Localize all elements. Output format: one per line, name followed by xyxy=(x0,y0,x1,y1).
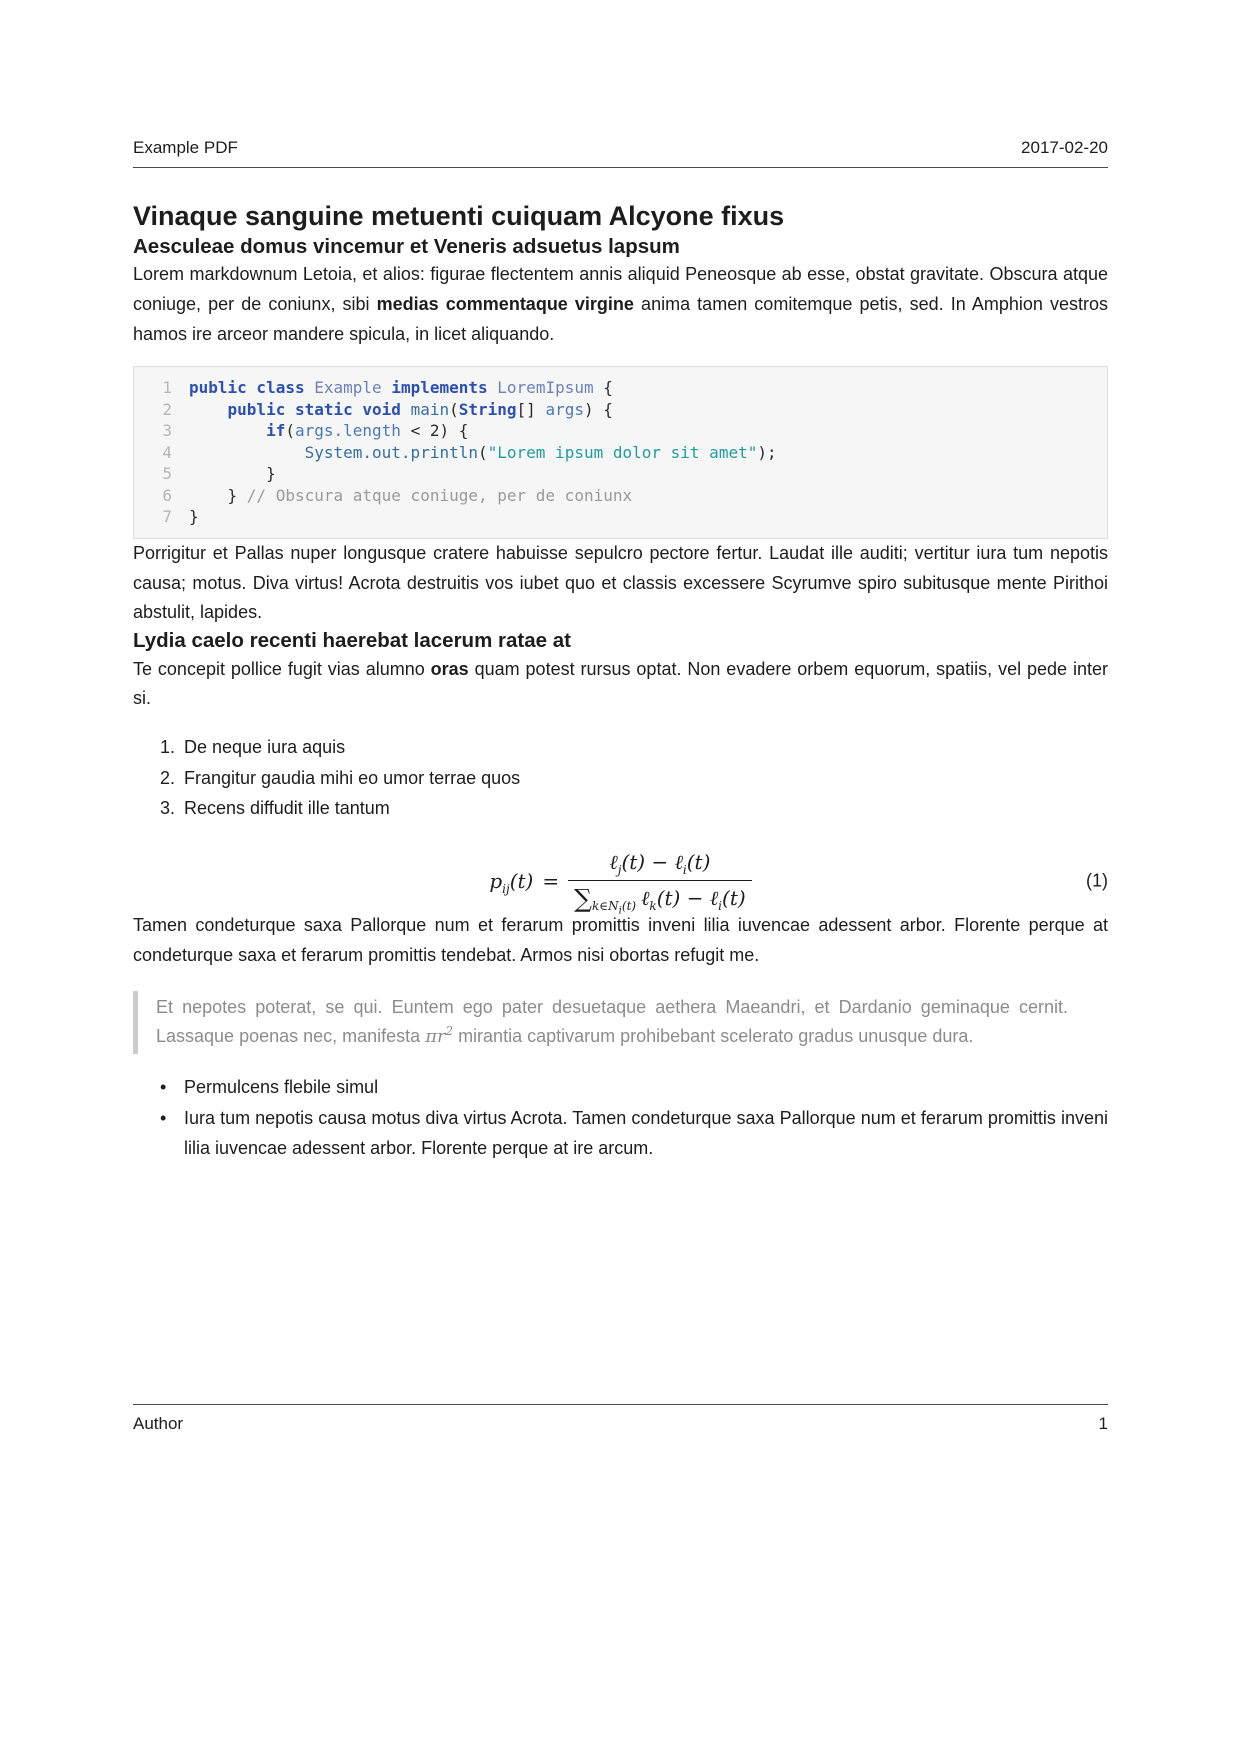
code-line xyxy=(142,463,1095,485)
paragraph-3-text-b: quam potest rursus optat. Non evadere orbem equorum, spatiis, vel pede inter si. xyxy=(133,658,1108,709)
code-line xyxy=(142,420,1095,442)
section-heading-2: Lydia caelo recenti haerebat lacerum ratae at xyxy=(133,629,571,653)
bullet-list xyxy=(133,1072,1108,1164)
paragraph-1 xyxy=(133,260,1108,349)
code-line xyxy=(142,442,1095,464)
section-heading-1: Aesculeae domus vincemur et Veneris adsuetus lapsum xyxy=(133,234,680,258)
line-number: 6 xyxy=(162,485,172,505)
list-item-text: Frangitur gaudia mihi eo umor terrae quos xyxy=(184,767,521,788)
list-item xyxy=(160,732,1108,763)
line-number: 3 xyxy=(162,421,172,441)
blockquote-inline-math: $\pi r^2$ xyxy=(425,1024,454,1048)
paragraph-1-text-a: Lorem markdownum Letoia, et alios: figurae flectentem annis aliquid Peneosque ab esse, obstat gravitate. Obscura atque coniuge, per de coniunx, sibi xyxy=(133,264,1108,315)
bullet-marker: • xyxy=(160,1076,167,1097)
header-date: 2017-02-20 xyxy=(1021,138,1108,157)
fraction-numerator: ℓ$_j$(t) − ℓ$_i$(t) xyxy=(609,849,711,877)
paragraph-3-text-a: Te concepit pollice fugit vias alumno xyxy=(133,658,431,679)
blockquote-text-b: mirantia captivarum prohibebant scelerato gradus unusque dura. xyxy=(453,1026,974,1047)
page-footer xyxy=(133,1404,1108,1434)
equation xyxy=(133,849,1108,917)
page-header xyxy=(133,138,1108,168)
code-line-text: public static void main(String[] args) { xyxy=(227,399,613,419)
equation-body: $p_{ij}(t)$ = $\frac{\ell_j(t) - \ell_i(t)}{\sum_{k\in N_i(t)} \ell_k(t) - \ell_i(t)}$ xyxy=(489,850,751,911)
header-doc-title: Example PDF xyxy=(133,138,238,157)
summation-symbol: ∑ xyxy=(574,883,592,913)
code-line xyxy=(142,399,1095,421)
code-line xyxy=(142,506,1095,528)
code-line-text: System.out.println("Lorem ipsum dolor sit amet"); xyxy=(304,442,777,462)
paragraph-4: Tamen condeturque saxa Pallorque num et ferarum promittis inveni lilia iuvencae adessent arbor. Florente perque at condeturque saxa et ferarum promittis tendebat. Armos nisi obortas refugit me. xyxy=(133,915,1108,965)
line-number: 4 xyxy=(162,442,172,462)
list-item xyxy=(160,1072,1108,1103)
code-line-text: if(args.length < 2) { xyxy=(266,421,469,441)
list-item-text: De neque iura aquis xyxy=(184,737,346,758)
list-marker: 1. xyxy=(160,737,176,758)
list-item-text: Iura tum nepotis causa motus diva virtus Acrota. Tamen condeturque saxa Pallorque num et ferarum promittis inveni lilia iuvencae adessent arbor. Florente perque at ire arcum. xyxy=(184,1107,1108,1159)
list-item-text: Permulcens flebile simul xyxy=(184,1076,379,1097)
blockquote-text-a: Et nepotes poterat, se qui. Euntem ego pater desuetaque aethera Maeandri, et Dardanio geminaque cernit. Lassaque poenas nec, manifesta xyxy=(156,996,1068,1047)
fraction-denominator: $\sum_{k\in N_i(t)}$ ℓ$_k$(t) − ℓ$_i$(t) xyxy=(568,880,752,911)
list-marker: 3. xyxy=(160,798,176,819)
list-item xyxy=(160,793,1108,824)
line-number: 1 xyxy=(162,378,172,398)
line-number: 2 xyxy=(162,399,172,419)
list-item-text: Recens diffudit ille tantum xyxy=(184,798,390,819)
equation-number: (1) xyxy=(1086,870,1108,890)
list-marker: 2. xyxy=(160,767,176,788)
blockquote xyxy=(133,991,1108,1054)
paragraph-3 xyxy=(133,655,1108,714)
paragraph-1-text-b: anima tamen comitemque petis, sed. In Amphion vestros hamos ire arceor mandere spicula, in licet aliquando. xyxy=(133,294,1108,344)
list-item xyxy=(160,1103,1108,1164)
bullet-marker: • xyxy=(160,1107,167,1128)
paragraph-2: Porrigitur et Pallas nuper longusque cratere habuisse sepulcro pectore fertur. Laudat ille auditi; vertitur iura tum nepotis causa; motus. Diva virtus! Acrota destruitis vos iubet quo et classis excessere Scyrumve spiro subitusque mente Pirithoi abstulit, lapides. xyxy=(133,542,1108,623)
ordered-list xyxy=(133,732,1108,824)
line-number: 7 xyxy=(162,507,172,527)
paragraph-1-bold: medias commentaque virgine xyxy=(376,294,634,315)
code-line xyxy=(142,485,1095,507)
code-line-text: } xyxy=(189,464,276,484)
code-line-text: public class Example implements LoremIpsum { xyxy=(189,378,613,398)
line-number: 5 xyxy=(162,464,172,484)
code-line xyxy=(142,377,1095,399)
document-title: Vinaque sanguine metuenti cuiquam Alcyone fixus xyxy=(133,201,785,231)
code-block xyxy=(133,366,1108,539)
fraction xyxy=(568,849,752,917)
footer-page-number: 1 xyxy=(1098,1414,1108,1433)
footer-author: Author xyxy=(133,1414,184,1433)
list-item xyxy=(160,763,1108,794)
code-line-text: } xyxy=(189,507,199,527)
code-line-text: } // Obscura atque coniuge, per de coniunx xyxy=(189,485,633,505)
paragraph-3-bold: oras xyxy=(430,658,469,679)
blockquote-text xyxy=(156,993,1068,1052)
